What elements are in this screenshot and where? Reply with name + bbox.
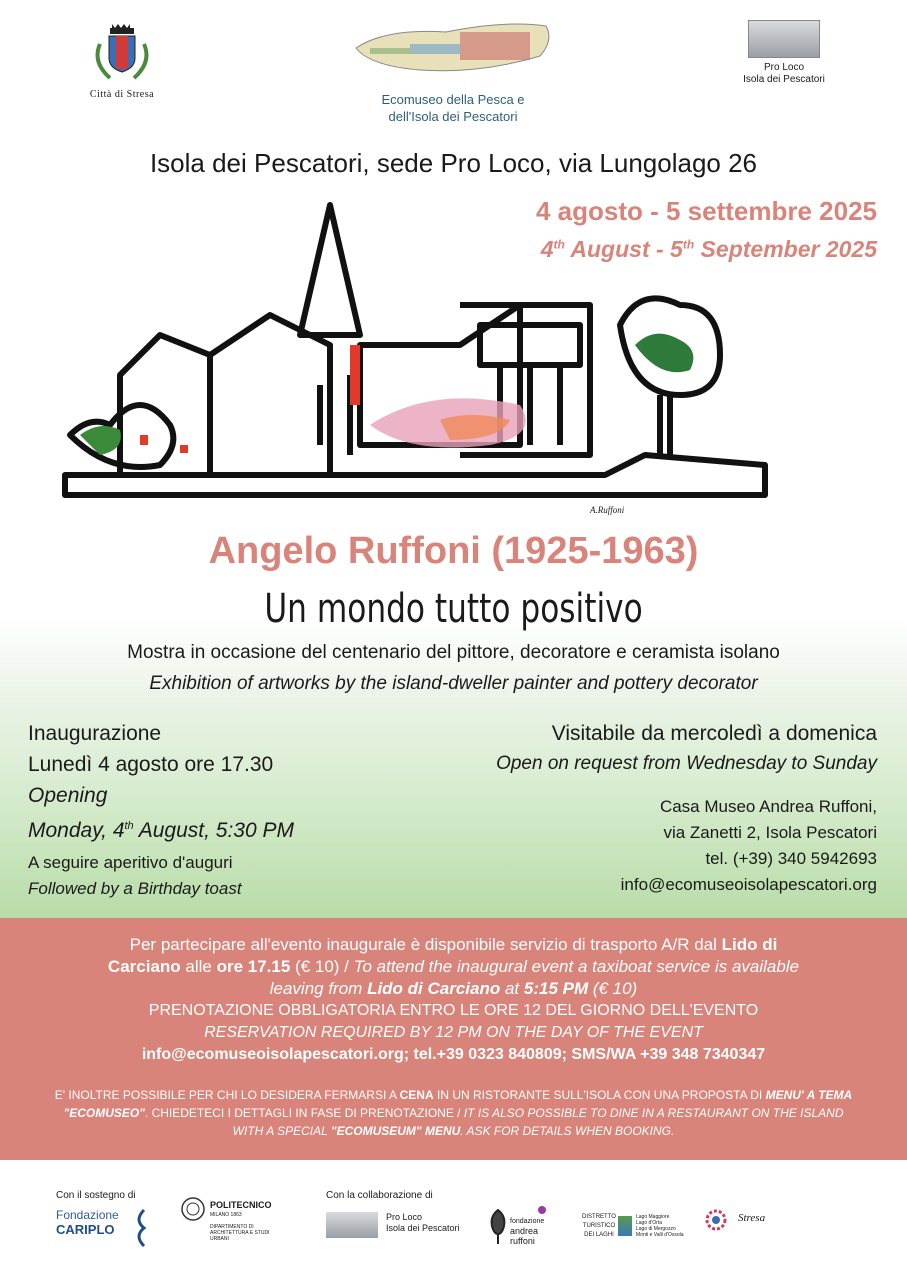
- dist-r3: Lago di Mergozzo: [636, 1226, 676, 1232]
- house-drawing-icon: [60, 195, 780, 520]
- footer-proloco2: Isola dei Pescatori: [386, 1223, 460, 1233]
- note-n1c: IN UN RISTORANTE SULL'ISOLA CON UNA PROPOSTA DI: [433, 1088, 766, 1102]
- proloco-logo: [738, 20, 830, 90]
- band-l2b: alle: [180, 957, 217, 976]
- drawing-signature: A.Ruffoni: [590, 505, 625, 515]
- dates-en-mid: August - 5: [564, 236, 683, 262]
- dates-en-sup1: th: [553, 237, 565, 252]
- exhibition-subtitle: Un mondo tutto positivo: [264, 586, 643, 632]
- city-crest-icon: [80, 22, 164, 86]
- dates-it: 4 agosto - 5 settembre 2025: [535, 196, 877, 226]
- band-l1b: Lido di: [721, 935, 778, 954]
- band-line2: [20, 956, 887, 978]
- note-n2b: . CHIEDETECI I DETTAGLI IN FASE DI PRENOTAZIONE /: [144, 1106, 464, 1120]
- ecomuseo-line1: Ecomuseo della Pesca e: [381, 92, 525, 107]
- fa-text1: fondazione: [510, 1218, 545, 1225]
- dist-r4: Monti e Valli d'Ossola: [636, 1232, 684, 1238]
- stresa-logo: [704, 1206, 804, 1246]
- fondazione-text: Fondazione: [56, 1208, 119, 1222]
- note-n2a: "ECOMUSEO": [63, 1106, 145, 1120]
- note-n3b: "ECOMUSEUM" MENU: [330, 1124, 461, 1138]
- opening-label: Opening: [28, 784, 108, 807]
- dist-r1: Lago Maggiore: [636, 1214, 670, 1220]
- fa-dot-icon: [538, 1206, 546, 1214]
- aperitivo-text: A seguire aperitivo d'auguri: [28, 853, 233, 872]
- support-label: Con il sostegno di: [56, 1190, 136, 1201]
- phone-link[interactable]: tel. (+39) 340 5942693: [705, 849, 877, 868]
- footer-proloco-photo: [326, 1212, 378, 1238]
- address-line1: Casa Museo Andrea Ruffoni,: [659, 797, 877, 816]
- polimi-logo: [180, 1196, 290, 1246]
- band-l2a: Carciano: [107, 957, 181, 976]
- dist-mountain-icon: [618, 1216, 632, 1236]
- note-n1d: MENU' A TEMA: [765, 1088, 853, 1102]
- venue-line: Isola dei Pescatori, sede Pro Loco, via Lungolago 26: [149, 148, 758, 178]
- band-l3b: Lido di Carciano: [367, 979, 501, 998]
- note-n2c: IT IS ALSO POSSIBLE TO DINE IN A RESTAURANT ON THE ISLAND: [463, 1106, 844, 1120]
- band-line4: PRENOTAZIONE OBBLIGATORIA ENTRO LE ORE 12 DEL GIORNO DELL'EVENTO: [148, 1002, 759, 1019]
- artist-title: Angelo Ruffoni (1925-1963): [208, 530, 699, 572]
- note-n1b: CENA: [399, 1088, 434, 1102]
- dinner-note: [20, 1086, 887, 1140]
- band-line5: RESERVATION REQUIRED BY 12 PM ON THE DAY OF THE EVENT: [204, 1024, 703, 1041]
- opening-date-b: August, 5:30 PM: [133, 819, 294, 842]
- band-contact[interactable]: info@ecomuseoisolapescatori.org; tel.+39 0323 840809; SMS/WA +39 348 7340347: [141, 1046, 766, 1063]
- band-l3c: at: [500, 979, 524, 998]
- fa-text2: andrea: [510, 1226, 539, 1236]
- visit-en: Open on request from Wednesday to Sunday: [496, 753, 877, 774]
- dist-text3: DEI LAGHI: [584, 1232, 614, 1238]
- polimi-text: POLITECNICO: [210, 1200, 272, 1210]
- band-line3: [20, 978, 887, 1000]
- cariplo-text: CARIPLO: [56, 1222, 115, 1237]
- band-l2e: To attend the inaugural event a taxiboat service is available: [353, 957, 800, 976]
- cariplo-mark-icon: [130, 1208, 150, 1248]
- toast-text: Followed by a Birthday toast: [28, 879, 242, 898]
- collab-label: Con la collaborazione di: [326, 1190, 433, 1201]
- description-it: Mostra in occasione del centenario del pittore, decoratore e ceramista isolano: [127, 642, 780, 663]
- note-line1: [20, 1086, 887, 1104]
- band-l3d: 5:15 PM: [523, 979, 589, 998]
- note-n3c: . ASK FOR DETAILS WHEN BOOKING.: [460, 1124, 675, 1138]
- note-line2: [20, 1104, 887, 1122]
- visit-it: Visitabile da mercoledì a domenica: [551, 722, 877, 745]
- fondazione-ruffoni-logo: [488, 1206, 558, 1250]
- ruffoni-drawing: [60, 195, 780, 520]
- address-block: [377, 794, 877, 898]
- band-l3a: leaving from: [269, 979, 368, 998]
- stresa-rose-icon: [704, 1208, 728, 1232]
- polimi-seal-icon: [180, 1196, 206, 1222]
- dist-text1: DISTRETTO: [582, 1214, 616, 1220]
- band-l1a: Per partecipare all'evento inaugurale è disponibile servizio di trasporto A/R dal: [129, 935, 722, 954]
- inaug-date: Lunedì 4 agosto ore 17.30: [28, 753, 274, 776]
- band-line1: [20, 934, 887, 956]
- band-l2d: (€ 10) /: [290, 957, 354, 976]
- note-n3a: WITH A SPECIAL: [232, 1124, 331, 1138]
- stresa-text: Stresa: [738, 1212, 766, 1224]
- aperitivo-block: [28, 850, 428, 902]
- inauguration-block: [28, 718, 428, 846]
- note-n1a: E' INOLTRE POSSIBILE PER CHI LO DESIDERA FERMARSI A: [54, 1088, 400, 1102]
- fa-text3: ruffoni: [510, 1236, 535, 1246]
- visit-block: [377, 718, 877, 779]
- address-line2: via Zanetti 2, Isola Pescatori: [663, 823, 877, 842]
- footer-proloco1: Pro Loco: [386, 1212, 423, 1222]
- cariplo-logo: [56, 1208, 156, 1248]
- band-l3e: (€ 10): [588, 979, 638, 998]
- description-en: Exhibition of artworks by the island-dweller painter and pottery decorator: [149, 673, 758, 694]
- transport-info: [20, 934, 887, 1066]
- city-logo: [80, 22, 164, 102]
- dates-en-sup2: th: [682, 237, 695, 252]
- dates-en-day1: 4: [540, 236, 554, 262]
- dist-r2: Lago d'Orta: [636, 1220, 662, 1226]
- city-logo-text: Città di Stresa: [89, 89, 155, 100]
- island-map-icon: [350, 18, 556, 82]
- opening-date-a: Monday, 4: [28, 819, 125, 842]
- email-link[interactable]: info@ecomuseoisolapescatori.org: [620, 875, 877, 894]
- ecomuseo-logo: [350, 18, 556, 130]
- dates-en-end: September 2025: [694, 236, 877, 262]
- ecomuseo-line2: dell'Isola dei Pescatori: [388, 109, 518, 124]
- opening-date-sup: th: [124, 820, 134, 832]
- note-line3: [20, 1122, 887, 1140]
- proloco-line1: Pro Loco: [763, 62, 805, 73]
- proloco-line2: Isola dei Pescatori: [743, 74, 825, 85]
- footer-proloco-logo: [326, 1210, 466, 1240]
- proloco-photo: [748, 20, 820, 58]
- opening-date: [28, 811, 428, 846]
- dist-text2: TURISTICO: [582, 1223, 616, 1229]
- band-l2c: ore 17.15: [216, 957, 291, 976]
- polimi-sub: MILANO 1863: [210, 1212, 242, 1218]
- polimi-dept: DIPARTIMENTO DI ARCHITETTURA E STUDI URBANI: [210, 1224, 270, 1242]
- distretto-logo: [576, 1214, 696, 1244]
- inaug-label: Inaugurazione: [28, 722, 162, 745]
- tree-icon: [488, 1206, 508, 1246]
